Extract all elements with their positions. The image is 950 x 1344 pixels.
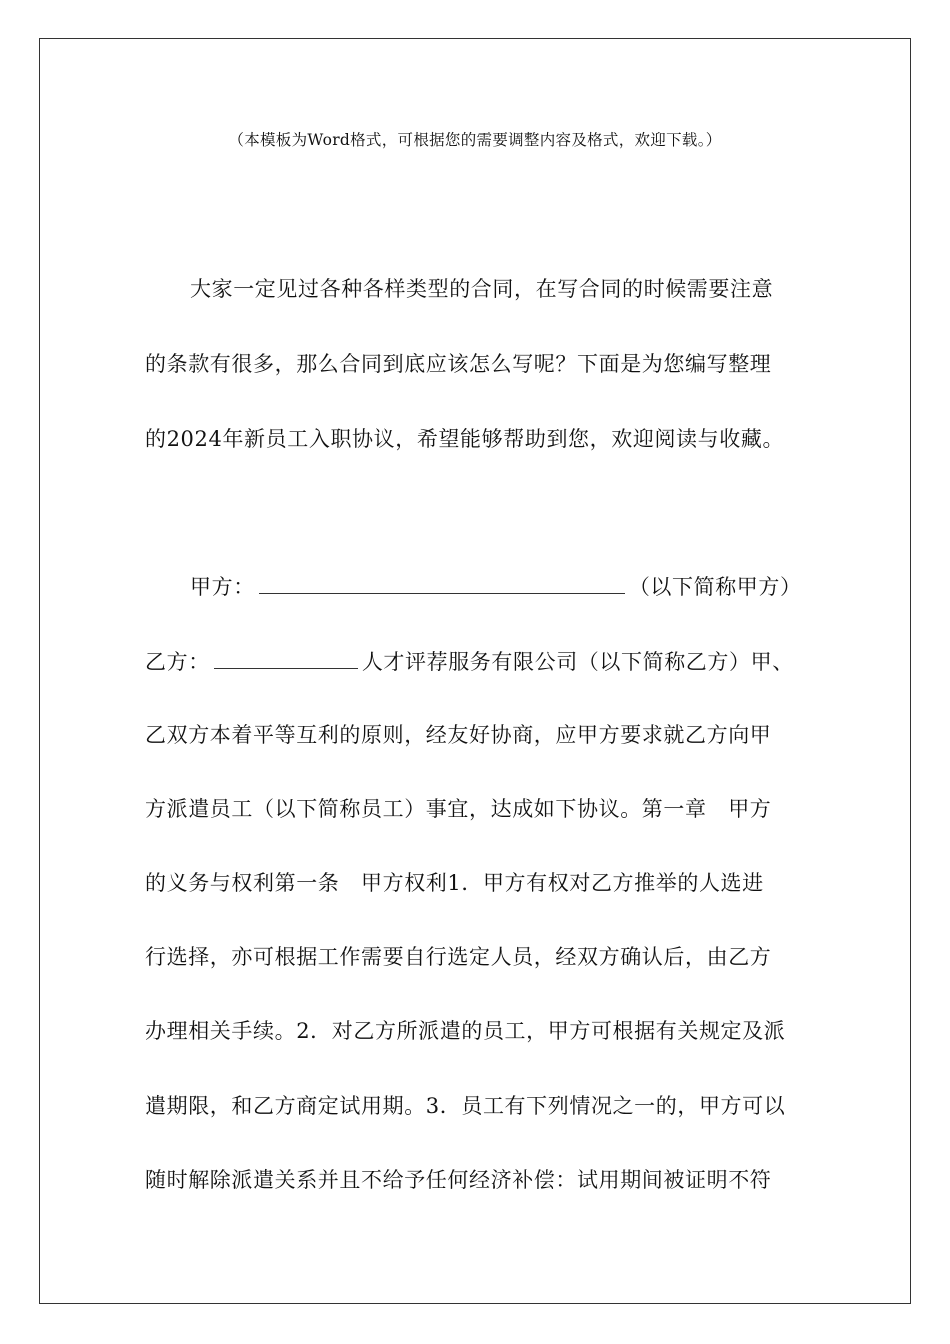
body-line-4: 行选择，亦可根据工作需要自行选定人员，经双方确认后，由乙方 xyxy=(145,945,772,969)
party-b-blank[interactable] xyxy=(214,648,358,669)
party-a-label: 甲方： xyxy=(190,575,255,599)
intro-line-1: 大家一定见过各种各样类型的合同，在写合同的时候需要注意 xyxy=(190,277,774,301)
body-line-1: 乙双方本着平等互利的原则，经友好协商，应甲方要求就乙方向甲 xyxy=(145,723,772,747)
body-line-2: 方派遣员工（以下简称员工）事宜，达成如下协议。第一章 甲方 xyxy=(145,797,772,821)
intro-line-3: 的2024年新员工入职协议，希望能够帮助到您，欢迎阅读与收藏。 xyxy=(145,427,785,451)
party-b-line xyxy=(145,647,794,677)
body-line-7: 随时解除派遣关系并且不给予任何经济补偿：试用期间被证明不符 xyxy=(145,1168,772,1192)
body-line-6: 遣期限，和乙方商定试用期。3．员工有下列情况之一的，甲方可以 xyxy=(145,1094,786,1118)
template-note: （本模板为Word格式，可根据您的需要调整内容及格式，欢迎下载。） xyxy=(228,131,722,149)
intro-line-2: 的条款有很多，那么合同到底应该怎么写呢？下面是为您编写整理 xyxy=(145,352,772,376)
party-b-suffix: 人才评荐服务有限公司（以下简称乙方）甲、 xyxy=(361,650,794,674)
body-line-3: 的义务与权利第一条 甲方权利1．甲方有权对乙方推举的人选进 xyxy=(145,871,764,895)
party-a-line xyxy=(190,572,802,602)
party-a-suffix: （以下简称甲方） xyxy=(628,575,802,599)
body-line-5: 办理相关手续。2．对乙方所派遣的员工，甲方可根据有关规定及派 xyxy=(145,1019,786,1043)
party-b-label: 乙方： xyxy=(145,650,210,674)
party-a-blank[interactable] xyxy=(259,573,625,594)
